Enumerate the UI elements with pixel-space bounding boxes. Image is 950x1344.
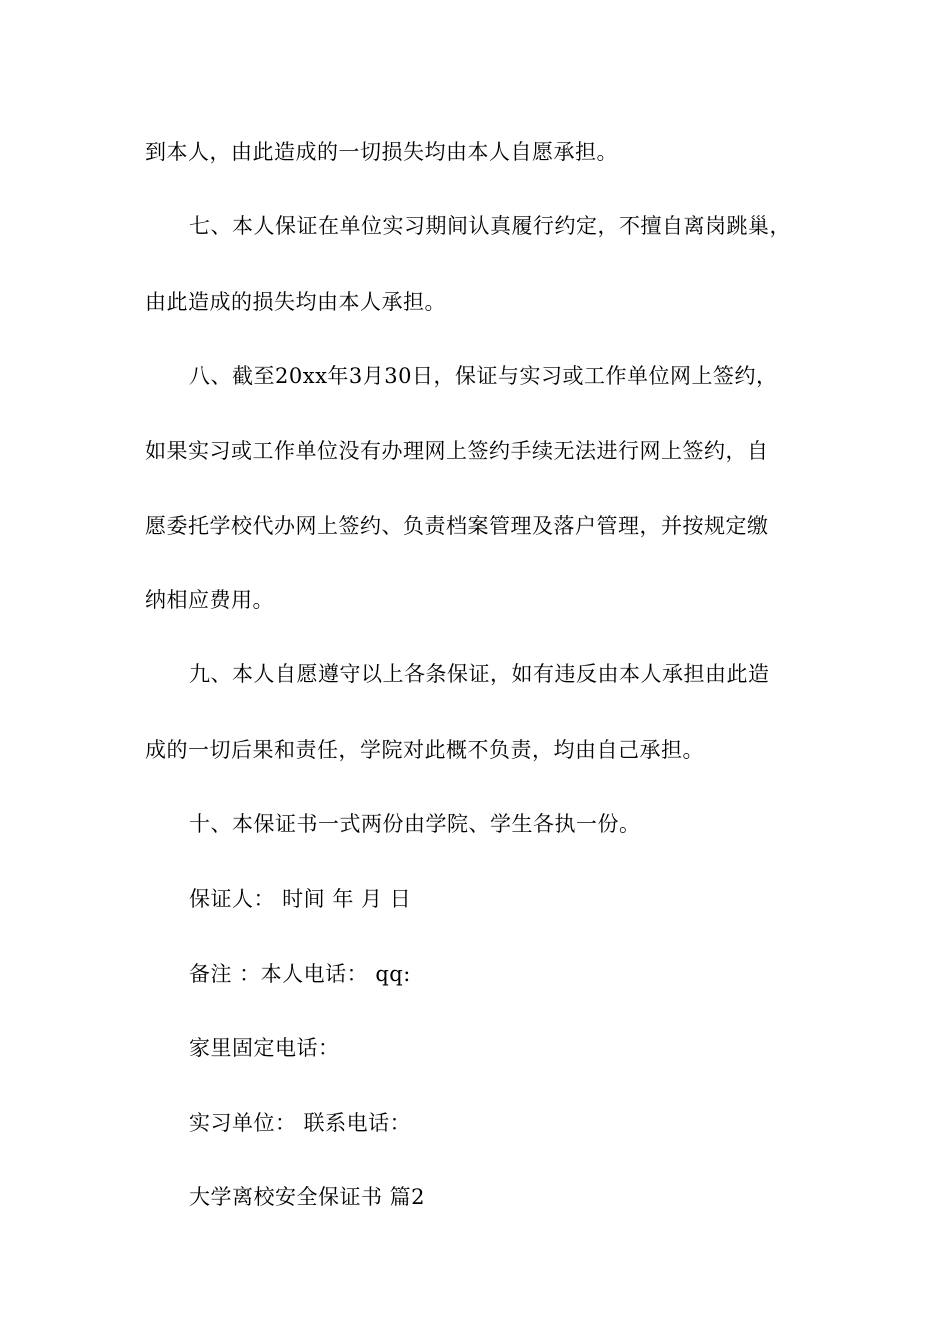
home-phone-line: 家里固定电话：: [189, 1036, 340, 1060]
clause-9-line-2: 成的一切后果和责任，学院对此概不负责，均由自己承担。: [145, 738, 704, 762]
clause-8-line-3: 愿委托学校代办网上签约、负责档案管理及落户管理，并按规定缴: [145, 514, 769, 538]
clause-8-line-2: 如果实习或工作单位没有办理网上签约手续无法进行网上签约，自: [145, 439, 769, 463]
clause-8-line-4: 纳相应费用。: [145, 588, 274, 612]
section-heading: 大学离校安全保证书 篇2: [189, 1185, 426, 1209]
clause-7-line-1: 七、本人保证在单位实习期间认真履行约定，不擅自离岗跳巢，: [189, 214, 791, 238]
clause-9-line-1: 九、本人自愿遵守以上各条保证，如有违反由本人承担由此造: [189, 662, 770, 686]
remarks-line: 备注 ：本人电话： qq:: [189, 962, 411, 986]
guarantor-line: 保证人： 时间 年 月 日: [189, 887, 412, 911]
clause-10-line: 十、本保证书一式两份由学院、学生各执一份。: [189, 812, 641, 836]
internship-unit-line: 实习单位： 联系电话：: [189, 1111, 412, 1135]
text-line-1: 到本人，由此造成的一切损失均由本人自愿承担。: [145, 140, 618, 164]
clause-8-line-1: 八、截至20xx年3月30日，保证与实习或工作单位网上签约，: [189, 364, 778, 388]
clause-7-line-2: 由此造成的损失均由本人承担。: [145, 290, 446, 314]
